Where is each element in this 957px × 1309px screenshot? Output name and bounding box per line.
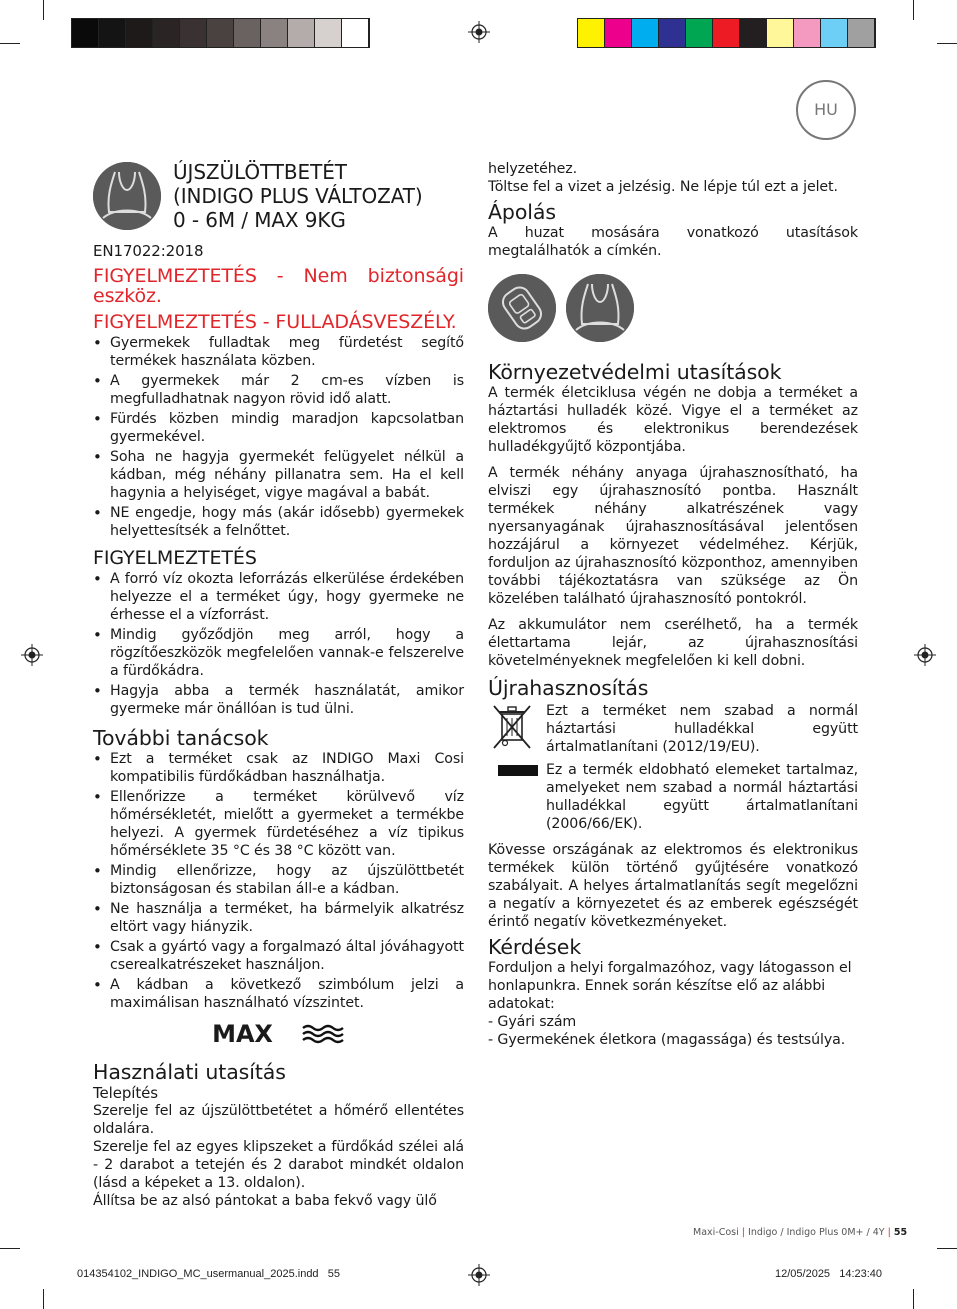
page-number: 55 (893, 1227, 908, 1238)
continuation-text: helyzetéhez. (488, 161, 578, 177)
warning-list-1 (93, 334, 464, 540)
list-item: • Mindig győződjön meg arról, hogy a rögzítőeszközök megfelelően vannak-e felszerelve a fürdőkádra. (93, 626, 464, 680)
color-swatch (740, 19, 767, 47)
title-line-2: (INDIGO PLUS VÁLTOZAT) (173, 184, 423, 208)
fill-water-text: Töltse fel a vizet a jelzésig. Ne lépje túl ezt a jelet. (488, 179, 838, 195)
list-item: • Ne használja a terméket, ha bármelyik alkatrész eltört vagy hiányzik. (93, 900, 464, 936)
questions-heading: Kérdések (488, 935, 582, 959)
color-swatch (342, 19, 369, 47)
environment-heading: Környezetvédelmi utasítások (488, 360, 782, 384)
environment-paragraph: A termék életciklusa végén ne dobja a terméket a háztartási hulladék közé. Vigye el a terméket az elektromos és elektronikus berendezések hulladékgyűjtő központjába. (488, 385, 858, 455)
color-swatch (659, 19, 686, 47)
battery-notice (488, 761, 858, 833)
registration-mark-right-icon (914, 644, 936, 666)
weee-notice (488, 702, 858, 757)
warning-heading: FIGYELMEZTETÉS (93, 547, 257, 569)
questions-item-child: - Gyermekének életkora (magassága) és testsúlya. (488, 1032, 846, 1048)
title-line-3: 0 - 6M / MAX 9KG (173, 208, 346, 232)
color-swatch (686, 19, 713, 47)
product-title (173, 160, 423, 232)
color-swatch (605, 19, 632, 47)
install-subheading: Telepítés (93, 1084, 158, 1102)
cmyk-color-bar (577, 18, 876, 48)
page-footer: Maxi-Cosi | Indigo / Indigo Plus 0M+ / 4Y | 55 (693, 1227, 908, 1238)
environment-paragraph: Az akkumulátor nem cserélhető, ha a termék élettartama lejár, az újrahasznosítási követelményeknek megfelelően ki kell dobni. (488, 617, 858, 669)
questions-item-serial: - Gyári szám (488, 1014, 577, 1030)
color-swatch (153, 19, 180, 47)
registration-mark-left-icon (21, 644, 43, 666)
warning-list-2 (93, 570, 464, 718)
care-text: A huzat mosására vonatkozó utasítások megtalálhatók a címkén. (488, 225, 858, 259)
install-paragraph: Szerelje fel az egyes klipszeket a fürdőkád szélei alá - 2 darabot a tetején és 2 darabot mindkét oldalon (lásd a képeket a 13. oldalon). (93, 1139, 464, 1191)
list-item: • Ezt a terméket csak az INDIGO Maxi Cosi kompatibilis fürdőkádban használhatja. (93, 750, 464, 786)
registration-mark-top-icon (468, 21, 490, 43)
newborn-insert-image (93, 162, 161, 230)
color-swatch (234, 19, 261, 47)
color-swatch (794, 19, 821, 47)
color-swatch (315, 19, 342, 47)
list-item: • Gyermekek fulladtak meg fürdetést segítő termékek használata közben. (93, 334, 464, 370)
warning-not-safety-device: FIGYELMEZTETÉS - Nem biztonsági eszköz. (93, 265, 464, 307)
black-bar-icon (498, 765, 538, 776)
warning-drowning-risk: FIGYELMEZTETÉS - FULLADÁSVESZÉLY. (93, 311, 457, 333)
title-line-1: ÚJSZÜLÖTTBETÉT (173, 160, 347, 184)
care-heading: Ápolás (488, 200, 556, 224)
list-item: • Ellenőrizze a terméket körülvevő víz hőmérsékletét, mielőtt a gyermeket a termékbe helyezi. A gyermek fürdetéséhez a víz tipikus hőmérséklete 35 °C és 38 °C között van. (93, 788, 464, 860)
install-paragraph: Állítsa be az alsó pántokat a baba fekvő vagy ülő (93, 1193, 437, 1209)
color-swatch (713, 19, 740, 47)
language-badge: HU (796, 80, 856, 140)
standard-code: EN17022:2018 (93, 242, 204, 260)
collection-rules-text: Kövesse országának az elektromos és elektronikus termékek külön történő gyűjtésére vonatkozó szabályait. A helyes ártalmatlanítás segít megelőzni a negatív a környezetet és az emberek egészségét érintő negatív következményeket. (488, 842, 858, 930)
list-item: • A forró víz okozta leforrázás elkerülése érdekében helyezze el a terméket úgy, hogy gyermeke ne érhesse el a vízforrást. (93, 570, 464, 624)
install-paragraph: Szerelje fel az újszülöttbetétet a hőmérő ellentétes oldalára. (93, 1103, 464, 1137)
slug-filename: 014354102_INDIGO_MC_usermanual_2025.indd 55 (77, 1268, 340, 1280)
recycling-heading: Újrahasznosítás (488, 676, 649, 700)
newborn-insert-cover-image (566, 274, 634, 342)
slug-datetime: 12/05/2025 14:23:40 (775, 1268, 883, 1280)
tips-heading: További tanácsok (93, 726, 269, 750)
environment-paragraph: A termék néhány anyaga újrahasznosítható, ha elviszi egy újrahasznosító pontba. Használt termékek néhány alkatrészének vagy nyersanyagának újrahasznosításával jelentősen hozzájárul a környezet védelméhez. Kérjük, forduljon az újrahasznosító központhoz, amennyiben további tájékoztatásra van szüksége az Ön közelében található újrahasznosító pontokról. (488, 465, 858, 607)
color-swatch (848, 19, 875, 47)
max-water-level-symbol (93, 1018, 464, 1050)
care-images (488, 274, 858, 342)
color-swatch (99, 19, 126, 47)
list-item: • Hagyja abba a termék használatát, amikor gyermeke már önállóan is tud ülni. (93, 682, 464, 718)
color-swatch (180, 19, 207, 47)
color-swatch (767, 19, 794, 47)
tips-list (93, 750, 464, 1012)
left-column (93, 160, 464, 1210)
list-item: • A kádban a következő szimbólum jelzi a maximálisan használható vízszintet. (93, 976, 464, 1012)
color-swatch (288, 19, 315, 47)
list-item: • NE engedje, hogy más (akár idősebb) gyermekek helyettesítsék a felnőttet. (93, 504, 464, 540)
color-swatch (821, 19, 848, 47)
color-swatch (126, 19, 153, 47)
battery-text-line: Ez a termék eldobható elemeket tartalmaz, amelyeket nem szabad a normál háztartási hulladékkal együtt ártalmatlanítani (2006/66/EK). (546, 762, 858, 832)
weee-text: Ezt a terméket nem szabad a normál háztartási hulladékkal együtt ártalmatlanítani (2012/19/EU). (546, 703, 858, 755)
color-swatch (578, 19, 605, 47)
thermometer-unit-image (488, 274, 556, 342)
max-label: MAX (212, 1020, 273, 1048)
usage-heading: Használati utasítás (93, 1060, 286, 1084)
list-item: • Mindig ellenőrizze, hogy az újszülöttbetét biztonságosan és stabilan áll-e a kádban. (93, 862, 464, 898)
crossed-bin-icon (488, 702, 536, 752)
color-swatch (261, 19, 288, 47)
color-swatch (632, 19, 659, 47)
questions-text: Forduljon a helyi forgalmazóhoz, vagy látogasson el honlapunkra. Ennek során készítse elő az alábbi adatokat: (488, 960, 852, 1012)
list-item: • Fürdés közben mindig maradjon kapcsolatban gyermekével. (93, 410, 464, 446)
list-item: • A gyermekek már 2 cm-es vízben is megfulladhatnak nagyon rövid idő alatt. (93, 372, 464, 408)
registration-mark-bottom-icon (468, 1264, 490, 1286)
color-swatch (207, 19, 234, 47)
color-swatch (72, 19, 99, 47)
footer-product: Indigo / Indigo Plus 0M+ / 4Y (748, 1227, 885, 1238)
list-item: • Soha ne hagyja gyermekét felügyelet nélkül a kádban, még néhány pillanatra sem. Ha el kell hagynia a helyiséget, vigye magával a babát. (93, 448, 464, 502)
title-block (93, 160, 464, 232)
grayscale-color-bar (71, 18, 370, 48)
footer-brand: Maxi-Cosi (693, 1227, 739, 1238)
water-waves-icon (301, 1023, 345, 1045)
right-column (488, 160, 858, 1049)
list-item: • Csak a gyártó vagy a forgalmazó által jóváhagyott cserealkatrészeket használjon. (93, 938, 464, 974)
